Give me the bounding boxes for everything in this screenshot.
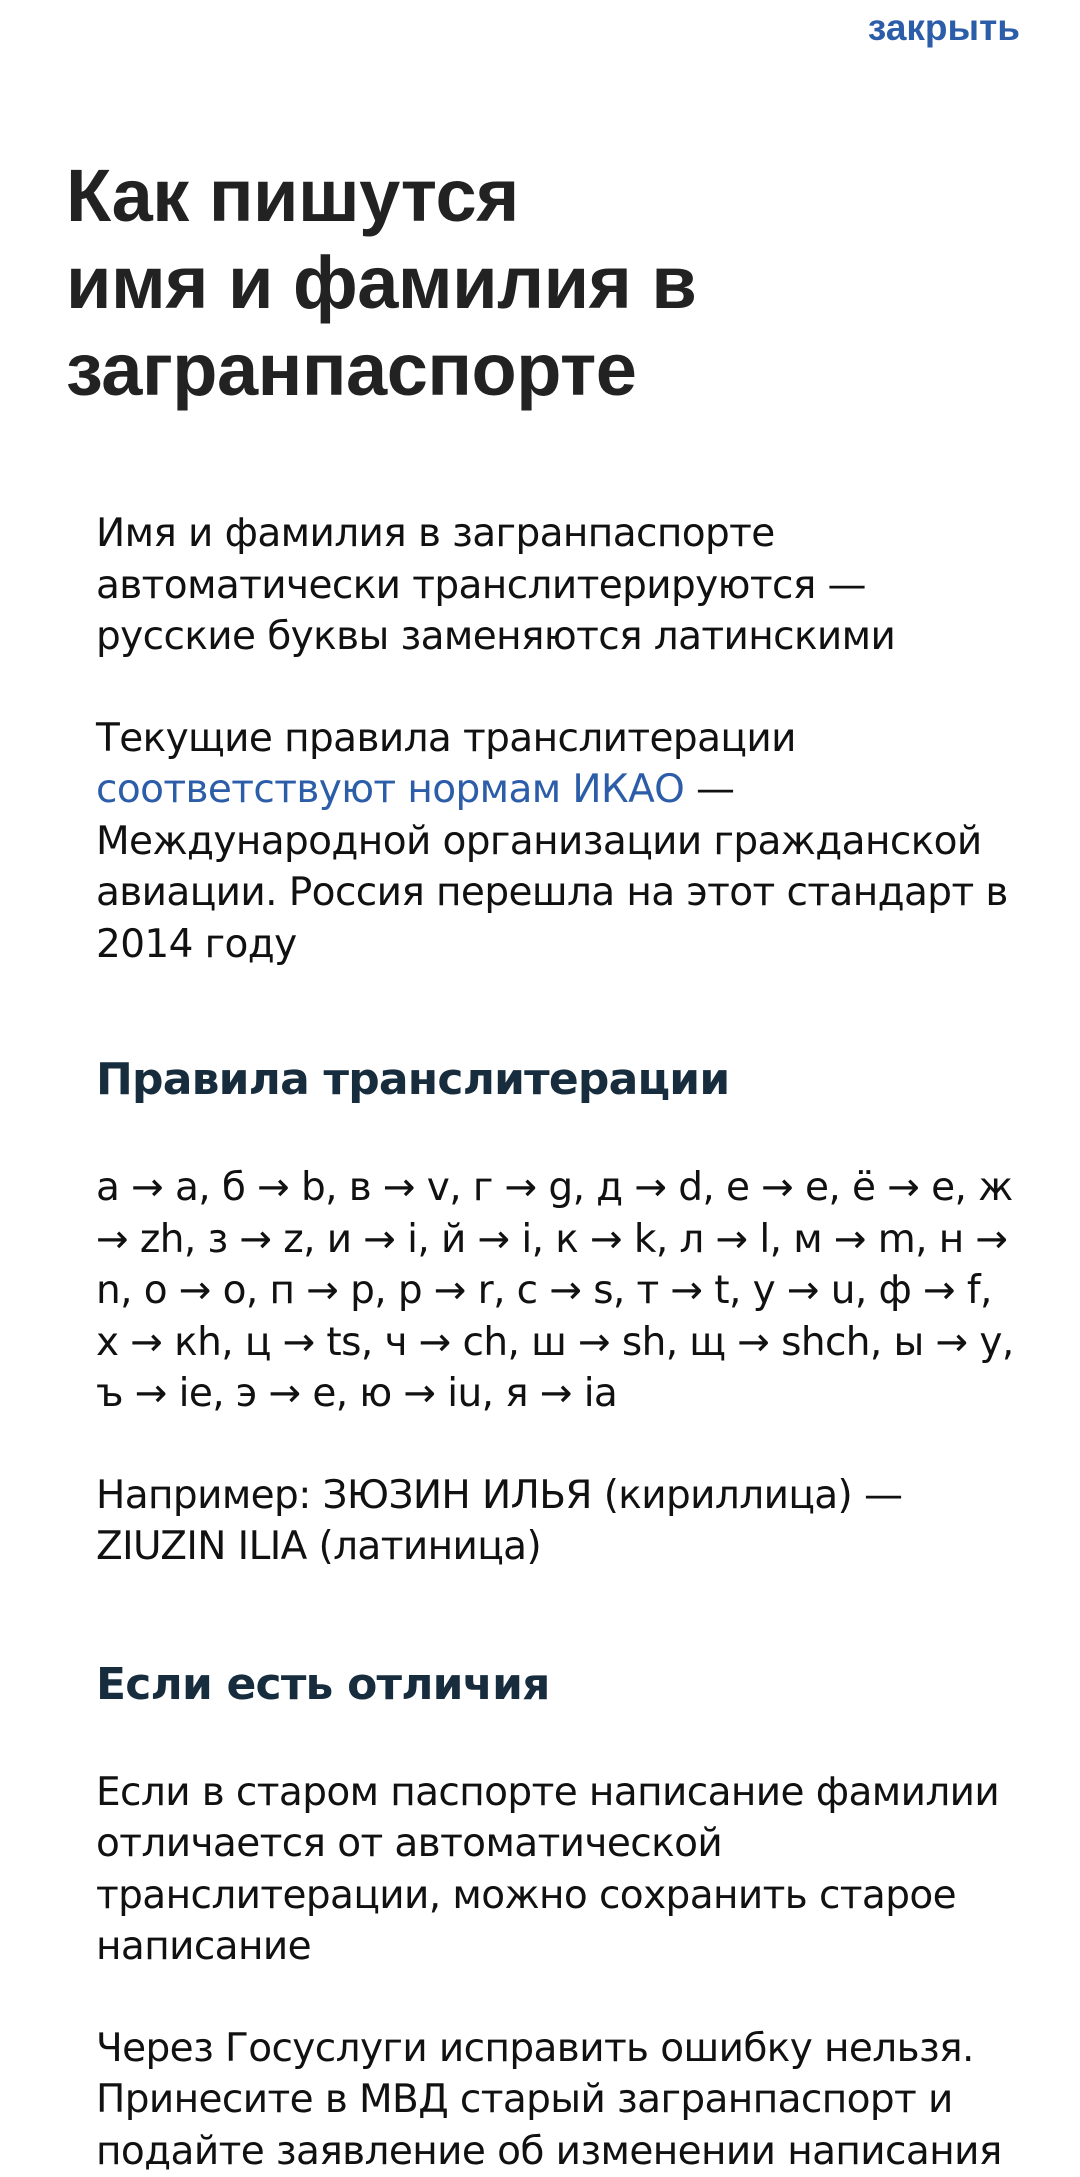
- differences-heading: Если есть отличия: [96, 1657, 1016, 1713]
- rules-heading: Правила транслитерации: [96, 1052, 1016, 1108]
- page-title: [66, 152, 826, 413]
- page-title-line: имя и фамилия в: [66, 241, 696, 324]
- icao-text-before: Текущие правила транслитерации: [96, 716, 796, 761]
- intro-paragraph: Имя и фамилия в загранпаспорте автоматически транслитерируются — русские буквы заменяются латинскими: [96, 508, 1016, 663]
- transliteration-mapping: а → a, б → b, в → v, г → g, д → d, е → e, ё → e, ж → zh, з → z, и → i, й → i, к → k, л → l, м → m, н → n, о → o, п → p, р → r, с → s, т → t, у → u, ф → f, х → кh, ц → ts, ч → ch, ш → sh, щ → shch, ы → y, ъ → ie, э → e, ю → iu, я → ia: [96, 1162, 1016, 1420]
- article-content: [96, 508, 1016, 2177]
- icao-text-after: — Международной организации гражданской авиации. Россия перешла на этот стандарт в 2014 году: [96, 767, 1008, 967]
- page-title-line: загранпаспорте: [66, 328, 636, 411]
- icao-paragraph: [96, 713, 1016, 971]
- icao-link[interactable]: соответствуют нормам ИКАО: [96, 767, 684, 812]
- differences-paragraph: Если в старом паспорте написание фамилии отличается от автоматической транслитерации, можно сохранить старое написание: [96, 1767, 1016, 1973]
- page-title-line: Как пишутся: [66, 154, 519, 237]
- close-link[interactable]: закрыть: [868, 4, 1020, 52]
- example-paragraph: Например: ЗЮЗИН ИЛЬЯ (кириллица) — ZIUZIN ILIA (латиница): [96, 1470, 1016, 1573]
- mvd-paragraph: Через Госуслуги исправить ошибку нельзя. Принесите в МВД старый загранпаспорт и подайте заявление об изменении написания: [96, 2023, 1016, 2177]
